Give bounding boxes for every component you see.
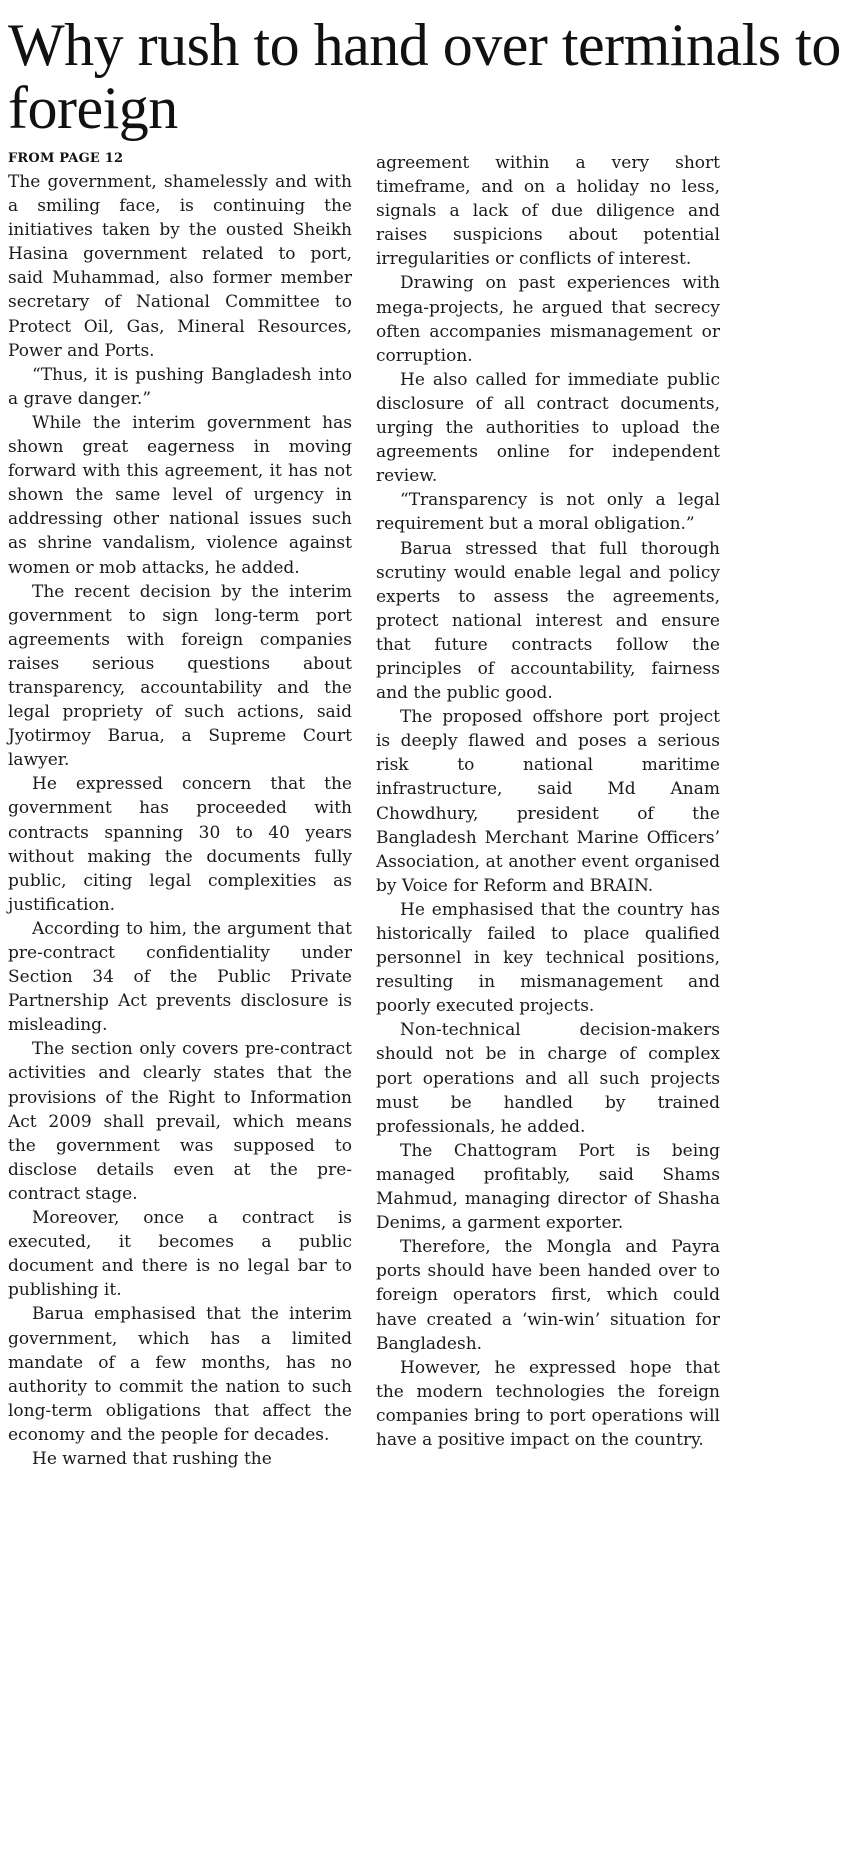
paragraph: He warned that rushing the — [32, 1448, 272, 1469]
paragraph: The proposed offshore port project is deeply flawed and poses a serious risk to national maritime infrastructure, said Md Anam Chowdhury, president of the Bangladesh Merchant Marine Officers’ Association, at another event organised by Voice for Reform and BRAIN. — [376, 707, 720, 896]
article-column-right — [376, 151, 720, 1452]
paragraph: Drawing on past experiences with mega-projects, he argued that secrecy often accompanies mismanagement or corruption. — [376, 273, 720, 366]
paragraph: He expressed concern that the government has proceeded with contracts spanning 30 to 40 years without making the documents fully public, citing legal complexities as justification. — [8, 774, 352, 915]
paragraph: The government, shamelessly and with a smiling face, is continuing the initiatives taken by the ousted Sheikh Hasina government related to port, said Muhammad, also former member secretary of National Committee to Protect Oil, Gas, Mineral Resources, Power and Ports. — [8, 172, 352, 361]
paragraph: However, he expressed hope that the modern technologies the foreign companies bring to port operations will have a positive impact on the country. — [376, 1357, 720, 1450]
paragraph: The recent decision by the interim government to sign long-term port agreements with foreign companies raises serious questions about transparency, accountability and the legal propriety of such actions, said Jyotirmoy Barua, a Supreme Court lawyer. — [8, 581, 352, 771]
article-column-left — [8, 150, 352, 1471]
paragraph: “Thus, it is pushing Bangladesh into a grave danger.” — [8, 364, 352, 409]
paragraph: He also called for immediate public disclosure of all contract documents, urging the authorities to upload the agreements online for independent review. — [376, 369, 720, 487]
paragraph: The Chattogram Port is being managed profitably, said Shams Mahmud, managing director of Shasha Denims, a garment exporter. — [376, 1140, 720, 1234]
paragraph: While the interim government has shown great eagerness in moving forward with this agreement, it has not shown the same level of urgency in addressing other national issues such as shrine vandalism, violence against women or mob attacks, he added. — [8, 412, 352, 578]
article-headline: Why rush to hand over terminals to foreign — [8, 12, 841, 141]
continuation-kicker: FROM PAGE 12 — [8, 151, 124, 166]
paragraph: Barua emphasised that the interim government, which has a limited mandate of a few months, has no authority to commit the nation to such long-term obligations that affect the economy and the people for decades. — [8, 1304, 352, 1445]
paragraph: He emphasised that the country has historically failed to place qualified personnel in key technical positions, resulting in mismanagement and poorly executed projects. — [376, 899, 720, 1017]
paragraph: Moreover, once a contract is executed, it becomes a public document and there is no legal bar to publishing it. — [8, 1208, 352, 1301]
paragraph: The section only covers pre-contract activities and clearly states that the provisions of the Right to Information Act 2009 shall prevail, which means the government was supposed to disclose details even at the pre-contract stage. — [8, 1039, 352, 1204]
paragraph: Non-technical decision-makers should not be in charge of complex port operations and all such projects must be handled by trained professionals, he added. — [376, 1020, 720, 1137]
paragraph: “Transparency is not only a legal requirement but a moral obligation.” — [376, 490, 720, 535]
paragraph: According to him, the argument that pre-contract confidentiality under Section 34 of the Public Private Partnership Act prevents disclosure is misleading. — [8, 918, 352, 1036]
paragraph: agreement within a very short timeframe, and on a holiday no less, signals a lack of due diligence and raises suspicions about potential irregularities or conflicts of interest. — [376, 153, 720, 270]
paragraph: Therefore, the Mongla and Payra ports should have been handed over to foreign operators first, which could have created a ‘win-win’ situation for Bangladesh. — [376, 1237, 720, 1354]
paragraph: Barua stressed that full thorough scrutiny would enable legal and policy experts to assess the agreements, protect national interest and ensure that future contracts follow the principles of accountability, fairness and the public good. — [376, 538, 720, 704]
